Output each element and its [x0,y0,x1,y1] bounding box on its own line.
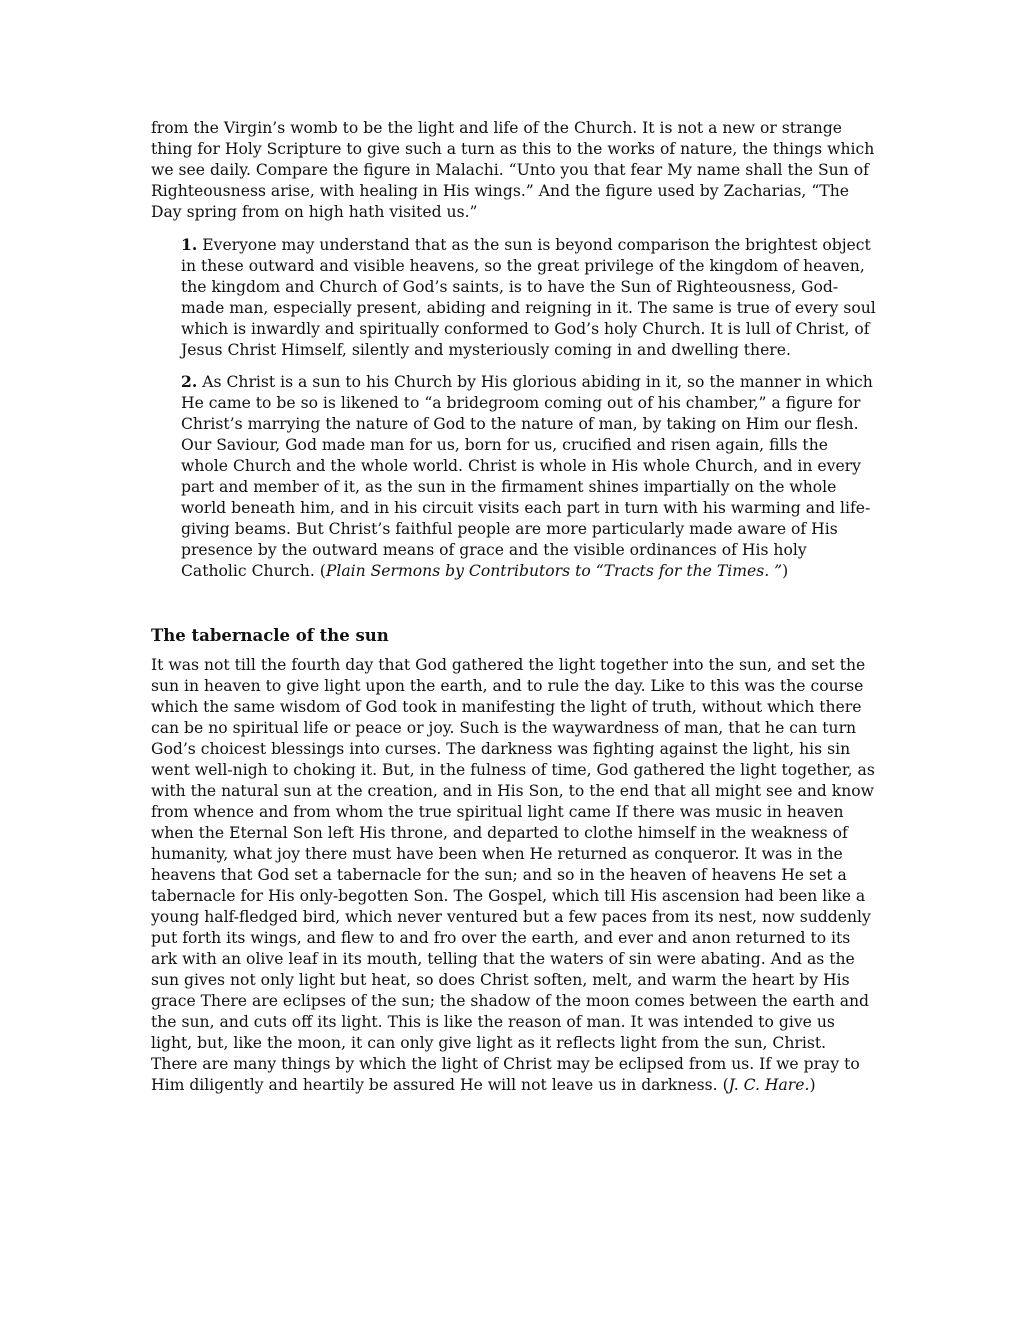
point-text: Everyone may understand that as the sun is beyond comparison the brightest object in these outward and visible heavens, so the great privilege of the kingdom of heaven, the kingdom and Church of God’s saints, is to have the Sun of Righteousness, God-made man, especially present, abiding and reigning in it. The same is true of every soul which is inwardly and spiritually conformed to God’s holy Church. It is lull of Christ, of Jesus Christ Himself, silently and mysteriously coming in and dwelling there. [181,236,876,359]
citation-open: ( [319,562,326,580]
numbered-point-1 [181,234,877,361]
point-text: As Christ is a sun to his Church by His glorious abiding in it, so the manner in which He came to be so is likened to “a bridegroom coming out of his chamber,” a figure for Christ’s marrying the nature of God to the nature of man, by taking on Him our flesh. Our Saviour, God made man for us, born for us, crucified and risen again, fills the whole Church and the whole world. Christ is whole in His whole Church, and in every part and member of it, as the sun in the firmament shines impartially on the whole world beneath him, and in his circuit visits each part in turn with his warming and life-giving beams. But Christ’s faithful people are more particularly made aware of His presence by the outward means of grace and the visible ordinances of His holy Catholic Church. [181,373,873,580]
citation-close: ) [809,1076,816,1094]
section-body-text: It was not till the fourth day that God gathered the light together into the sun, and set the sun in heaven to give light upon the earth, and to rule the day. Like to this was the course which the same wisdom of God took in manifesting the light of truth, without which there can be no spiritual life or peace or joy. Such is the waywardness of man, that he can turn God’s choicest blessings into curses. The darkness was fighting against the light, his sin went well-nigh to choking it. But, in the fulness of time, God gathered the light together, as with the natural sun at the creation, and in His Son, to the end that all might see and know from whence and from whom the true spiritual light came If there was music in heaven when the Eternal Son left His throne, and departed to clothe himself in the weakness of humanity, what joy there must have been when He returned as conqueror. It was in the heavens that God set a tabernacle for the sun; and so in the heaven of heavens He set a tabernacle for His only-begotten Son. The Gospel, which till His ascension had been like a young half-fledged bird, which never ventured but a few paces from its nest, now suddenly put forth its wings, and flew to and fro over the earth, and ever and anon returned to its ark with an olive leaf in its mouth, telling that the waters of sin were abating. And as the sun gives not only light but heat, so does Christ soften, melt, and warm the heart by His grace There are eclipses of the sun; the shadow of the moon comes between the earth and the sun, and cuts off its light. This is like the reason of man. It was intended to give us light, but, like the moon, it can only give light as it reflects light from the sun, Christ. There are many things by which the light of Christ may be eclipsed from us. If we pray to Him diligently and heartily be assured He will not leave us in darkness. [151,656,875,1094]
section-heading: The tabernacle of the sun [151,626,389,645]
citation-open: ( [722,1076,729,1094]
point-number: 2. [181,372,198,391]
section-body-paragraph [151,655,877,1096]
citation-source: J. C. Hare. [728,1076,810,1094]
point-number: 1. [181,235,198,254]
citation-source: Plain Sermons by Contributors to “Tracts for the Times. ” [325,562,783,580]
numbered-point-2 [181,371,877,582]
intro-paragraph: from the Virgin’s womb to be the light and life of the Church. It is not a new or strange thing for Holy Scripture to give such a turn as this to the works of nature, the things which we see daily. Compare the figure in Malachi. “Unto you that fear My name shall the Sun of Righteousness arise, with healing in His wings.” And the figure used by Zacharias, “The Day spring from on high hath visited us.” [151,119,875,221]
citation-close: ) [782,562,789,580]
document-page [151,118,877,1096]
